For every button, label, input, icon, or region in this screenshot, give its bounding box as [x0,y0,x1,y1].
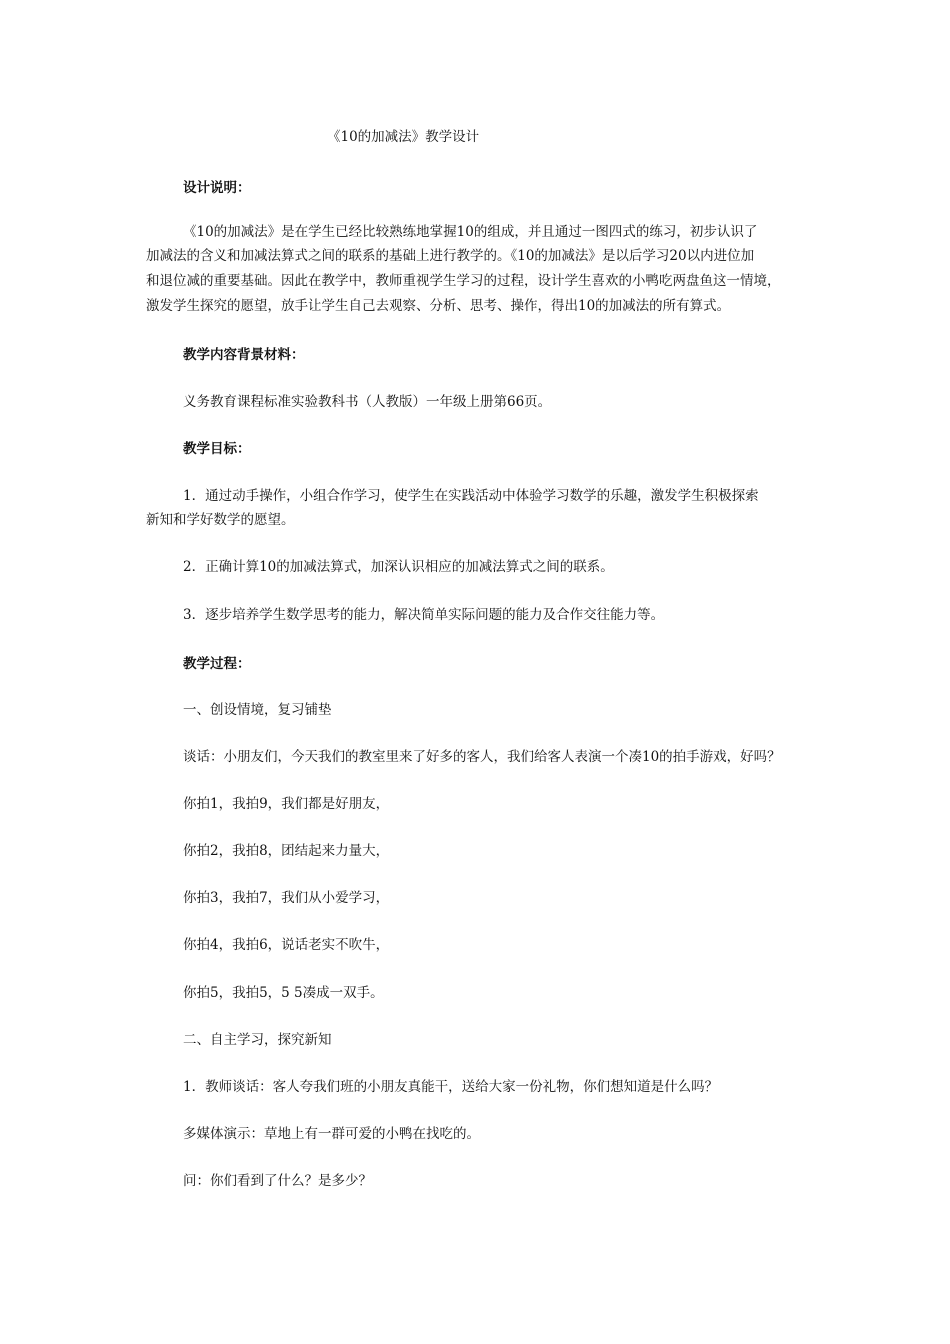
part1-heading: 一、创设情境，复习铺垫 [183,702,332,718]
goal-item-2: 2．正确计算10的加减法算式，加深认识相应的加减法算式之间的联系。 [183,559,614,575]
question-line: 问：你们看到了什么？是多少？ [183,1173,372,1189]
rhyme-line: 你拍3，我拍7，我们从小爱学习， [183,890,390,906]
teacher-talk: 1．教师谈话：客人夸我们班的小朋友真能干，送给大家一份礼物，你们想知道是什么吗？ [183,1079,719,1095]
multimedia-demo: 多媒体演示：草地上有一群可爱的小鸭在找吃的。 [183,1126,480,1142]
paragraph-line: 《10的加减法》是在学生已经比较熟练地掌握10的组成，并且通过一图四式的练习，初步认识了 [183,224,758,240]
document-title: 《10的加减法》教学设计 [327,129,480,145]
part2-heading: 二、自主学习，探究新知 [183,1032,332,1048]
paragraph-line: 和退位减的重要基础。因此在教学中，教师重视学生学习的过程，设计学生喜欢的小鸭吃两盘鱼这一情境， [146,273,781,289]
goal-item-3: 3．逐步培养学生数学思考的能力，解决简单实际问题的能力及合作交往能力等。 [183,607,665,623]
goals-heading: 教学目标： [183,441,251,457]
paragraph-line: 新知和学好数学的愿望。 [146,512,295,528]
background-heading: 教学内容背景材料： [183,347,305,363]
rhyme-line: 你拍4，我拍6，说话老实不吹牛， [183,937,390,953]
rhyme-line: 你拍1，我拍9，我们都是好朋友， [183,796,390,812]
paragraph-line: 1．通过动手操作，小组合作学习，使学生在实践活动中体验学习数学的乐趣，激发学生积极探索 [183,488,759,504]
process-heading: 教学过程： [183,656,251,672]
paragraph-line: 激发学生探究的愿望，放手让学生自己去观察、分析、思考、操作，得出10的加减法的所有算式。 [146,298,731,314]
rhyme-line: 你拍2，我拍8，团结起来力量大， [183,843,390,859]
paragraph-line: 加减法的含义和加减法算式之间的联系的基础上进行教学的。《10的加减法》是以后学习20以内进位加 [146,248,755,264]
design-note-heading: 设计说明： [183,180,251,196]
rhyme-line: 你拍5，我拍5，5 5凑成一双手。 [183,985,384,1001]
intro-talk: 谈话：小朋友们，今天我们的教室里来了好多的客人，我们给客人表演一个凑10的拍手游戏，好吗？ [183,749,781,765]
background-text: 义务教育课程标准实验教科书（人教版）一年级上册第66页。 [183,394,552,410]
